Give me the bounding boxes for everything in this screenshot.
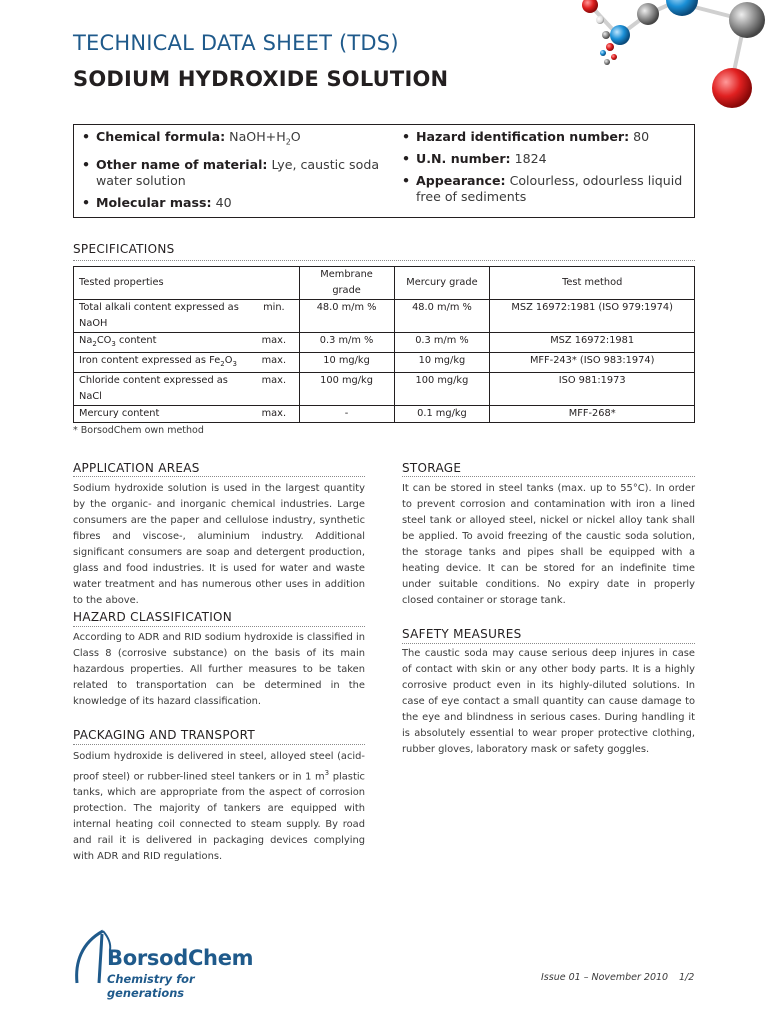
- method-cell: ISO 981:1973: [490, 372, 695, 405]
- info-un-number: [402, 151, 692, 167]
- info-value: Lye, caustic soda water solution: [96, 156, 380, 188]
- info-value: 80: [633, 129, 650, 144]
- property-subscript: 2: [220, 359, 225, 368]
- info-value: [229, 129, 301, 147]
- table-header-row: [74, 267, 695, 300]
- table-row: [74, 405, 695, 422]
- application-text: Sodium hydroxide solution is used in the largest quantity by the organic- and inorganic chemical industries. Large consumers are the paper and cellulose industry, synthetic fibres and viscose-, aluminium industry. Additional significant consumers are soap and detergent production, glass and food industries. It is used for water and waste water treatment and has numerous other uses in addition to the above.: [73, 483, 365, 606]
- packaging-text: [73, 749, 365, 865]
- mercury-cell: 0.3 m/m %: [394, 333, 490, 353]
- document-title: TECHNICAL DATA SHEET (TDS): [73, 31, 399, 55]
- property-text: Na: [79, 335, 93, 346]
- column-header: Test method: [490, 267, 695, 300]
- table-footnote: * BorsodChem own method: [73, 425, 204, 436]
- section-divider: [73, 626, 365, 627]
- mercury-cell: 0.1 mg/kg: [394, 405, 490, 422]
- section-divider: [73, 744, 365, 745]
- limit-cell: max.: [249, 405, 299, 422]
- section-divider: [73, 476, 365, 477]
- limit-cell: max.: [249, 333, 299, 353]
- table-row: [74, 333, 695, 353]
- method-cell: MSZ 16972:1981 (ISO 979:1974): [490, 300, 695, 333]
- column-header: Tested properties: [74, 267, 300, 300]
- method-cell: MSZ 16972:1981: [490, 333, 695, 353]
- limit-cell: max.: [249, 372, 299, 405]
- info-molecular-mass: [82, 195, 392, 211]
- info-label: U.N. number:: [416, 151, 511, 166]
- formula-part: O: [290, 129, 301, 144]
- info-value: 1824: [514, 151, 547, 166]
- storage-heading: STORAGE: [402, 461, 462, 475]
- column-header: Membrane grade: [299, 267, 394, 300]
- material-info-box: [73, 124, 695, 218]
- property-subscript: 2: [92, 339, 97, 348]
- section-divider: [402, 643, 695, 644]
- molecule-illustration: [560, 0, 768, 130]
- column-header: Mercury grade: [394, 267, 490, 300]
- info-column-right: [402, 129, 692, 211]
- info-label: Other name of material:: [96, 156, 268, 172]
- specifications-heading: SPECIFICATIONS: [73, 242, 175, 256]
- table-row: [74, 352, 695, 372]
- info-hazard-id: [402, 129, 692, 145]
- property-text: CO: [96, 335, 112, 346]
- mercury-cell: 100 mg/kg: [394, 372, 490, 405]
- formula-subscript: 2: [285, 137, 291, 147]
- info-column-left: [82, 129, 392, 217]
- info-label: Molecular mass:: [96, 194, 212, 210]
- page-number: 1/2: [679, 972, 695, 983]
- info-value: Colourless, odourless liquid free of sediments: [416, 173, 683, 204]
- company-logo: [73, 928, 273, 1000]
- info-chemical-formula: [82, 129, 392, 151]
- info-label: Hazard identification number:: [416, 129, 630, 144]
- packaging-heading: PACKAGING AND TRANSPORT: [73, 728, 256, 742]
- limit-cell: max.: [249, 352, 299, 372]
- hazard-heading: HAZARD CLASSIFICATION: [73, 610, 233, 624]
- issue-info: Issue 01 – November 2010: [541, 972, 669, 983]
- membrane-cell: 100 mg/kg: [299, 372, 394, 405]
- property-subscript: 3: [111, 339, 116, 348]
- mercury-cell: 10 mg/kg: [394, 352, 490, 372]
- property-subscript: 3: [232, 359, 237, 368]
- property-cell: Total alkali content expressed as NaOH: [74, 300, 250, 333]
- product-name: SODIUM HYDROXIDE SOLUTION: [73, 67, 449, 91]
- superscript: 3: [324, 769, 330, 777]
- method-cell: MFF-268*: [490, 405, 695, 422]
- mercury-cell: 48.0 m/m %: [394, 300, 490, 333]
- section-divider: [402, 476, 695, 477]
- storage-text: It can be stored in steel tanks (max. up to 55°C). In order to prevent corrosion and contamination with iron a lined steel tank or alloyed steel, nickel or nickel alloy tank shall be applied. To avoid freezing of the caustic soda solution, the storage tanks and pipes shall be equipped with a heating device. It can be stored for an indefinite time under suitable conditions. No expiry date in properly closed container or storage tank.: [402, 483, 695, 606]
- packaging-text-part: plastic tanks, which are appropriate from the aspect of corrosion protection. The majority of tankers are equipped with internal heating coil connected to steam supply. By road and rail it is delivered in packaging devices complying with ADR and RID regulations.: [73, 771, 365, 863]
- property-text: content: [115, 335, 157, 346]
- membrane-cell: -: [299, 405, 394, 422]
- info-label: Appearance:: [416, 173, 506, 188]
- specifications-table: [73, 266, 695, 423]
- logo-tagline: Chemistry for generations: [107, 972, 195, 1000]
- formula-part: NaOH+H: [229, 129, 286, 144]
- safety-heading: SAFETY MEASURES: [402, 627, 522, 641]
- membrane-cell: 0.3 m/m %: [299, 333, 394, 353]
- method-cell: MFF-243* (ISO 983:1974): [490, 352, 695, 372]
- safety-text: The caustic soda may cause serious deep injures in case of contact with skin or any other body parts. It is a highly corrosive product even in its highly-diluted solutions. In case of eye contact a small quantity can cause damage to the eye and blindness in serious cases. During handling it is absolutely essential to wear proper protective clothing, rubber gloves, laboratory mask or safety goggles.: [402, 648, 695, 755]
- table-row: [74, 300, 695, 333]
- section-divider: [73, 260, 695, 261]
- property-text: O: [224, 354, 233, 366]
- table-row: [74, 372, 695, 405]
- info-value: 40: [215, 194, 232, 210]
- info-label: Chemical formula:: [96, 129, 226, 144]
- logo-wordmark: BorsodChem: [107, 946, 254, 970]
- property-cell: [74, 333, 250, 353]
- application-heading: APPLICATION AREAS: [73, 461, 200, 475]
- membrane-cell: 10 mg/kg: [299, 352, 394, 372]
- packaging-text-part: Sodium hydroxide is delivered in steel, alloyed steel (acid-proof steel) or rubber-lined steel tankers or in 1 m: [73, 751, 365, 783]
- info-other-name: [82, 157, 392, 189]
- property-text: Iron content expressed as Fe: [79, 354, 221, 366]
- property-cell: Mercury content: [74, 405, 250, 422]
- property-cell: [74, 352, 250, 372]
- hazard-text: According to ADR and RID sodium hydroxide is classified in Class 8 (corrosive substance) on the basis of its main hazardous properties. All further measures to be taken related to transportation can be determined in the knowledge of its hazard classification.: [73, 632, 365, 707]
- info-appearance: [402, 173, 692, 205]
- limit-cell: min.: [249, 300, 299, 333]
- membrane-cell: 48.0 m/m %: [299, 300, 394, 333]
- property-cell: Chloride content expressed as NaCl: [74, 372, 250, 405]
